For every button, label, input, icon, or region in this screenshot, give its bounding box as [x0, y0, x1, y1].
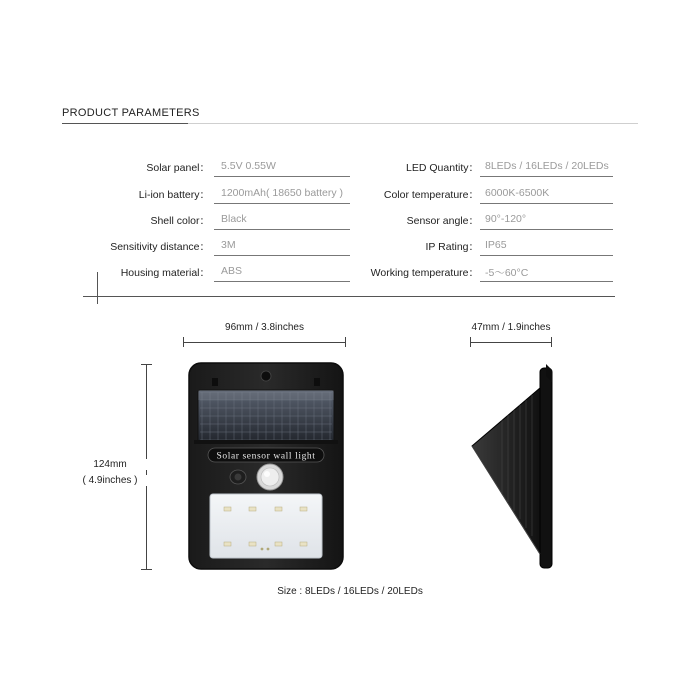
section-divider — [83, 296, 615, 297]
param-rule — [480, 203, 613, 204]
param-rule — [480, 255, 613, 256]
param-value-sensor-angle: 90°-120° — [485, 213, 527, 225]
param-value-housing: ABS — [221, 265, 243, 277]
param-label-solar-panel: Solar panel： — [146, 162, 210, 174]
width-dimension-label: 96mm / 3.8inches — [225, 322, 304, 333]
param-rule — [480, 229, 613, 230]
param-label-battery: Li-ion battery： — [138, 189, 210, 201]
param-label-working-temperature: Working temperature： — [370, 267, 479, 279]
param-value-battery: 1200mAh( 18650 battery ) — [221, 187, 343, 199]
param-value-color-temperature: 6000K-6500K — [485, 187, 550, 199]
product-side-view — [466, 362, 558, 574]
param-label-led-quantity: LED Quantity： — [406, 162, 479, 174]
param-value-led-quantity: 8LEDs / 16LEDs / 20LEDs — [485, 160, 609, 172]
param-value-working-temperature: -5～60°C — [485, 267, 529, 279]
height-dimension-mm: 124mm — [70, 459, 150, 470]
param-rule — [214, 281, 350, 282]
title-rule-accent — [62, 123, 188, 124]
depth-dimension-line — [470, 342, 552, 343]
param-label-shell-color: Shell color： — [150, 215, 210, 227]
param-rule — [214, 203, 350, 204]
param-value-sensitivity: 3M — [221, 239, 236, 251]
param-label-ip-rating: IP Rating： — [425, 241, 479, 253]
param-rule — [214, 229, 350, 230]
param-label-housing: Housing material： — [120, 267, 210, 279]
width-dimension-tick — [345, 337, 346, 347]
product-front-view — [186, 360, 346, 572]
height-dimension-inches: ( 4.9inches ) — [70, 475, 150, 486]
param-label-color-temperature: Color temperature： — [383, 189, 479, 201]
depth-dimension-tick — [470, 337, 471, 347]
param-label-sensor-angle: Sensor angle： — [406, 215, 479, 227]
param-rule — [480, 176, 613, 177]
width-dimension-tick — [183, 337, 184, 347]
product-label-text: Solar sensor wall light — [216, 451, 316, 462]
height-dimension-tick — [141, 364, 152, 365]
param-value-solar-panel: 5.5V 0.55W — [221, 160, 276, 172]
section-title: PRODUCT PARAMETERS — [62, 107, 200, 119]
depth-dimension-label: 47mm / 1.9inches — [471, 322, 551, 333]
param-rule — [214, 176, 350, 177]
param-rule — [214, 255, 350, 256]
param-value-ip-rating: IP65 — [485, 239, 507, 251]
size-note: Size : 8LEDs / 16LEDs / 20LEDs — [277, 586, 423, 597]
param-label-sensitivity: Sensitivity distance： — [110, 241, 210, 253]
width-dimension-line — [183, 342, 346, 343]
height-dimension-tick — [141, 569, 152, 570]
depth-dimension-tick — [551, 337, 552, 347]
divider-tick — [97, 272, 98, 304]
param-value-shell-color: Black — [221, 213, 247, 225]
param-rule — [480, 281, 613, 282]
